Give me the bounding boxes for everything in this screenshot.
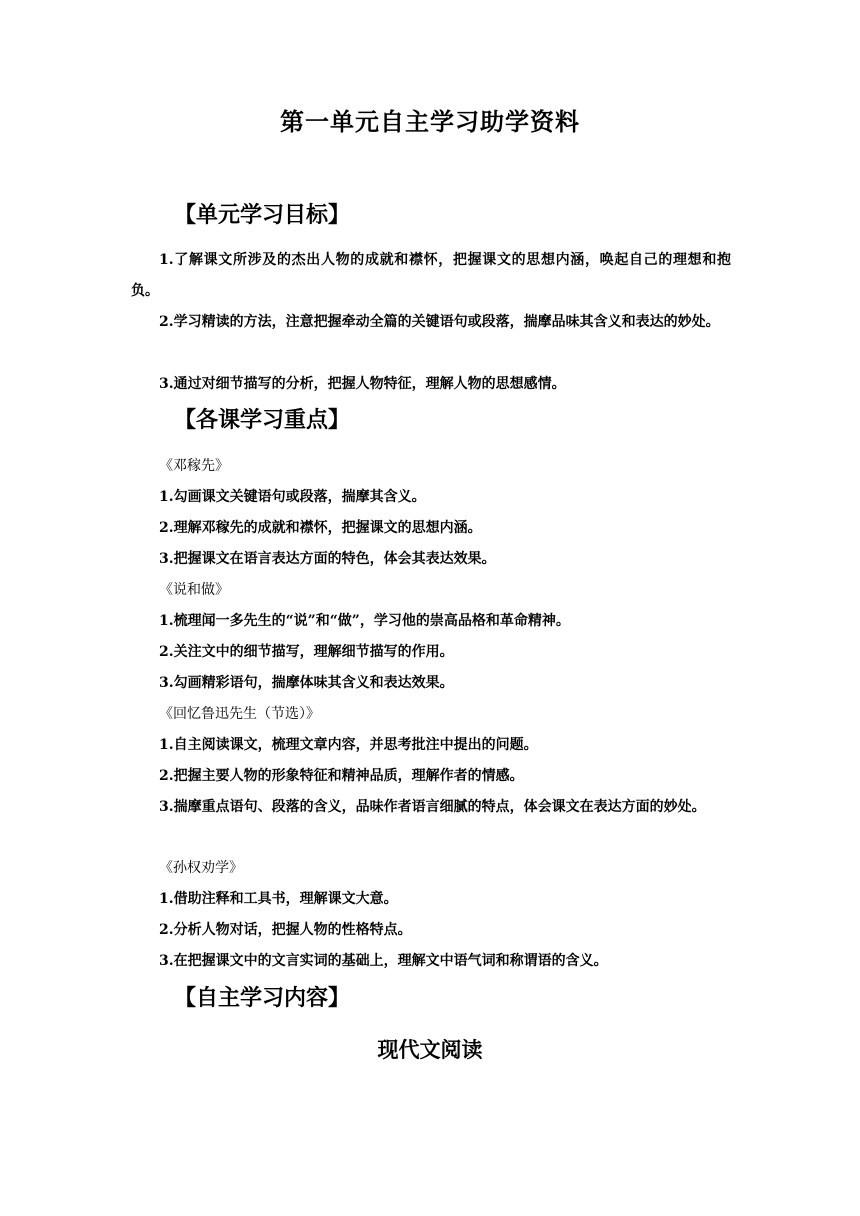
modern-reading-subheading: 现代文阅读 bbox=[377, 1038, 483, 1062]
lesson-item: 1.借助注释和工具书，理解课文大意。 bbox=[159, 891, 398, 907]
lesson-item: 2.分析人物对话，把握人物的性格特点。 bbox=[159, 922, 412, 938]
lesson-item: 1.梳理闻一多先生的“说”和“做”，学习他的崇高品格和革命精神。 bbox=[159, 613, 570, 629]
unit-goal-item-1: 1.了解课文所涉及的杰出人物的成就和襟怀，把握课文的思想内涵，唤起自己的理想和抱负。 bbox=[131, 252, 731, 299]
document-title: 第一单元自主学习助学资料 bbox=[280, 108, 580, 136]
lesson-item: 2.关注文中的细节描写，理解细节描写的作用。 bbox=[159, 644, 454, 660]
lesson-item: 1.勾画课文关键语句或段落，揣摩其含义。 bbox=[159, 489, 426, 505]
lesson-item: 3.勾画精彩语句，揣摩体味其含义和表达效果。 bbox=[159, 675, 454, 691]
lesson-title-dengjiaxian: 《邓稼先》 bbox=[159, 458, 229, 474]
unit-goals-heading: 【单元学习目标】 bbox=[174, 203, 351, 228]
lesson-item: 3.把握课文在语言表达方面的特色，体会其表达效果。 bbox=[159, 551, 496, 567]
lesson-item: 3.揣摩重点语句、段落的含义，品味作者语言细腻的特点，体会课文在表达方面的妙处。 bbox=[159, 799, 706, 815]
lesson-focus-heading: 【各课学习重点】 bbox=[174, 408, 351, 433]
lesson-title-shuohezuo: 《说和做》 bbox=[159, 582, 229, 598]
lesson-item: 2.把握主要人物的形象特征和精神品质，理解作者的情感。 bbox=[159, 768, 524, 784]
lesson-item: 3.在把握课文中的文言实词的基础上，理解文中语气词和称谓语的含义。 bbox=[159, 953, 608, 969]
unit-goal-item-2: 2.学习精读的方法，注意把握牵动全篇的关键语句或段落，揣摩品味其含义和表达的妙处。 bbox=[159, 314, 720, 330]
lesson-item: 2.理解邓稼先的成就和襟怀，把握课文的思想内涵。 bbox=[159, 520, 482, 536]
lesson-title-sunquan-quanxue: 《孙权劝学》 bbox=[159, 860, 243, 876]
unit-goal-item-3: 3.通过对细节描写的分析，把握人物特征，理解人物的思想感情。 bbox=[159, 376, 566, 392]
lesson-item: 1.自主阅读课文，梳理文章内容，并思考批注中提出的问题。 bbox=[159, 737, 538, 753]
self-study-heading: 【自主学习内容】 bbox=[174, 986, 351, 1011]
lesson-title-huiyi-luxun: 《回忆鲁迅先生（节选）》 bbox=[159, 706, 320, 722]
